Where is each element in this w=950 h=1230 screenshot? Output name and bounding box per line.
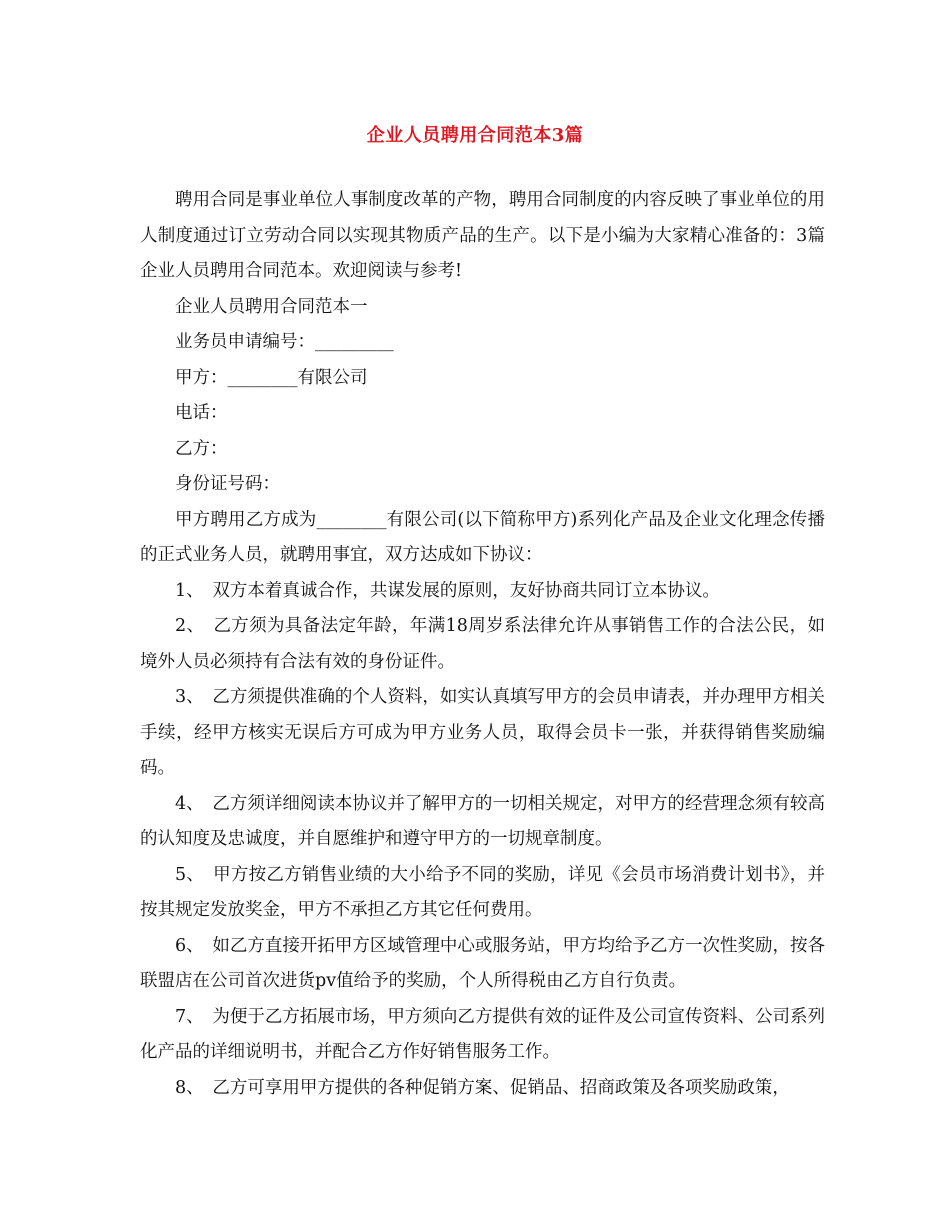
clause-6: 6、 如乙方直接开拓甲方区域管理中心或服务站，甲方均给予乙方一次性奖励，按各联盟店在公司首次进货pv值给予的奖励，个人所得税由乙方自行负责。 [140,935,825,991]
clause-7: 7、 为便于乙方拓展市场，甲方须向乙方提供有效的证件及公司宣传资料、公司系列化产品的详细说明书，并配合乙方作好销售服务工作。 [140,1006,825,1062]
section-heading: 企业人员聘用合同范本一 [175,296,368,317]
document-title: 企业人员聘用合同范本3篇 [366,125,584,146]
preamble-paragraph: 甲方聘用乙方成为________有限公司(以下简称甲方)系列化产品及企业文化理念传播的正式业务人员，就聘用事宜，双方达成如下协议： [140,509,825,565]
clause-4: 4、 乙方须详细阅读本协议并了解甲方的一切相关规定，对甲方的经营理念须有较高的认知度及忠诚度，并自愿维护和遵守甲方的一切规章制度。 [140,793,825,849]
intro-paragraph: 聘用合同是事业单位人事制度改革的产物，聘用合同制度的内容反映了事业单位的用人制度通过订立劳动合同以实现其物质产品的生产。以下是小编为大家精心准备的：3篇企业人员聘用合同范本。欢迎阅读与参考! [140,190,825,281]
clause-5: 5、 甲方按乙方销售业绩的大小给予不同的奖励，详见《会员市场消费计划书》，并按其规定发放奖金，甲方不承担乙方其它任何费用。 [140,864,825,920]
id-number-line: 身份证号码： [175,474,280,494]
document-body [140,183,825,1106]
clause-3: 3、 乙方须提供准确的个人资料，如实认真填写甲方的会员申请表，并办理甲方相关手续，经甲方核实无误后方可成为甲方业务人员，取得会员卡一张，并获得销售奖励编码。 [140,687,825,778]
clause-1: 1、 双方本着真诚合作，共谋发展的原则，友好协商共同订立本协议。 [175,580,720,601]
clause-8: 8、 乙方可享用甲方提供的各种促销方案、促销品、招商政策及各项奖励政策， [175,1077,790,1098]
clause-2: 2、 乙方须为具备法定年龄，年满18周岁系法律允许从事销售工作的合法公民，如境外人员必须持有合法有效的身份证件。 [140,616,825,672]
application-number-line: 业务员申请编号：_________ [175,332,394,352]
party-a-line: 甲方：________有限公司 [175,367,368,388]
phone-line: 电话： [175,403,228,423]
party-b-line: 乙方： [175,438,228,459]
